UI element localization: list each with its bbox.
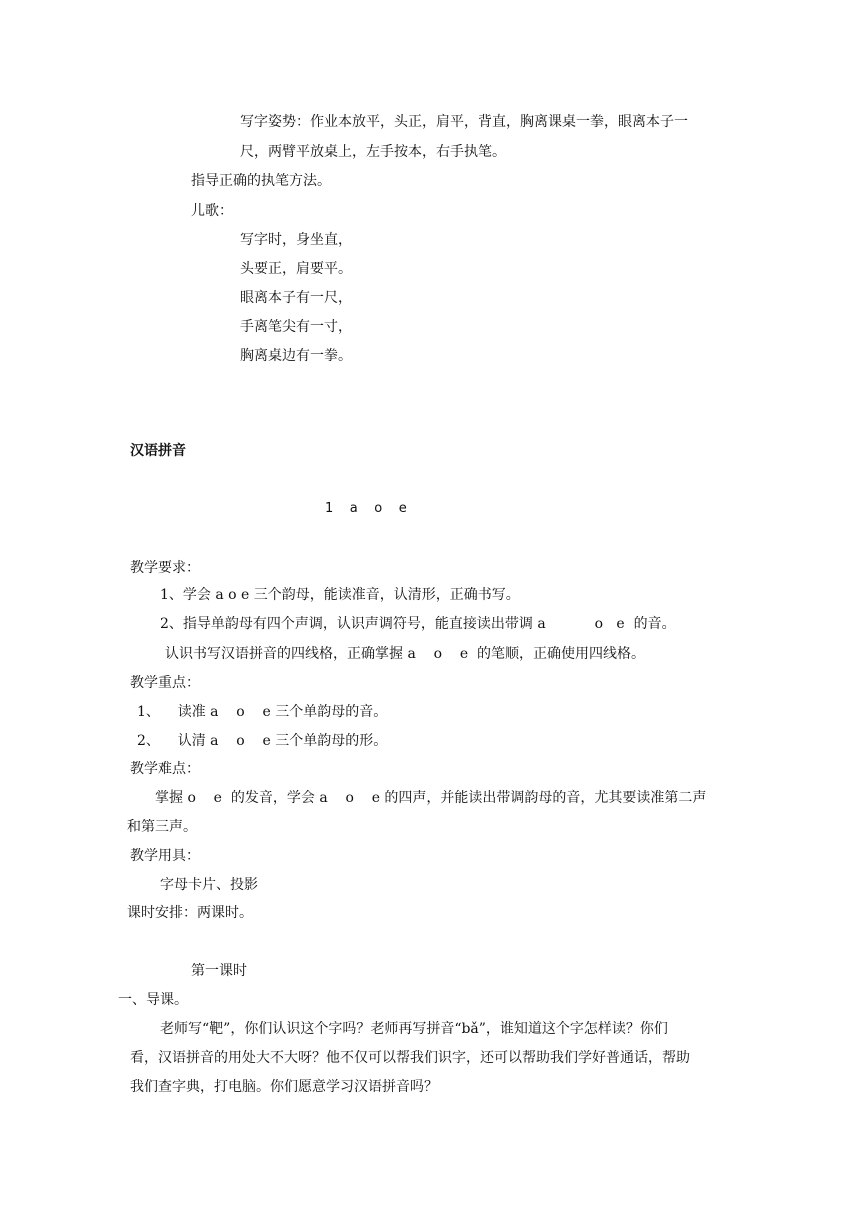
difficulties-label: 教学难点： xyxy=(130,761,200,777)
tools-label: 教学用具： xyxy=(130,848,200,864)
first-lesson-step: 一、导课。 xyxy=(118,992,188,1008)
difficulties-line-2: 和第三声。 xyxy=(127,819,197,835)
song-line: 写字时，身坐直， xyxy=(240,232,352,248)
song-line: 眼离本子有一尺， xyxy=(240,290,352,306)
first-lesson-para-line: 我们查字典，打电脑。你们愿意学习汉语拼音吗？ xyxy=(130,1079,438,1095)
posture-line-1: 写字姿势：作业本放平，头正，肩平，背直，胸离课桌一拳，眼离本子一 xyxy=(240,114,688,130)
requirement-item: 认识书写汉语拼音的四线格，正确掌握 a o e 的笔顺，正确使用四线格。 xyxy=(165,646,646,662)
requirement-item: 2、指导单韵母有四个声调，认识声调符号，能直接读出带调 a o e 的音。 xyxy=(160,616,676,632)
song-line: 手离笔尖有一寸， xyxy=(240,319,352,335)
requirements-label: 教学要求： xyxy=(130,560,200,576)
first-lesson-para-line: 看，汉语拼音的用处大不大呀？他不仅可以帮我们识字，还可以帮助我们学好普通话，帮助 xyxy=(130,1050,690,1066)
first-lesson-title: 第一课时 xyxy=(191,963,247,979)
schedule: 课时安排：两课时。 xyxy=(127,905,253,921)
first-lesson-para-line: 老师写“靶”，你们认识这个字吗？老师再写拼音“bǎ”，谁知道这个字怎样读？你们 xyxy=(160,1021,668,1037)
difficulties-line-1: 掌握 o e 的发音，学会 a o e 的四声，并能读出带调韵母的音，尤其要读准第二声 xyxy=(155,790,707,806)
key-points-label: 教学重点： xyxy=(130,675,200,691)
song-label: 儿歌： xyxy=(191,203,233,219)
tools-value: 字母卡片、投影 xyxy=(160,877,258,893)
key-point-item: 2、 认清 a o e 三个单韵母的形。 xyxy=(137,733,388,749)
requirement-item: 1、学会 a o e 三个韵母，能读准音，认清形，正确书写。 xyxy=(160,587,520,603)
posture-line-2: 尺，两臂平放桌上，左手按本，右手执笔。 xyxy=(240,144,506,160)
key-point-item: 1、 读准 a o e 三个单韵母的音。 xyxy=(137,704,388,720)
song-line: 头要正，肩要平。 xyxy=(240,261,352,277)
posture-guide: 指导正确的执笔方法。 xyxy=(191,173,331,189)
section-title: 汉语拼音 xyxy=(130,443,186,459)
song-line: 胸离桌边有一拳。 xyxy=(240,348,352,364)
lesson-title: 1 a o e xyxy=(325,501,407,516)
